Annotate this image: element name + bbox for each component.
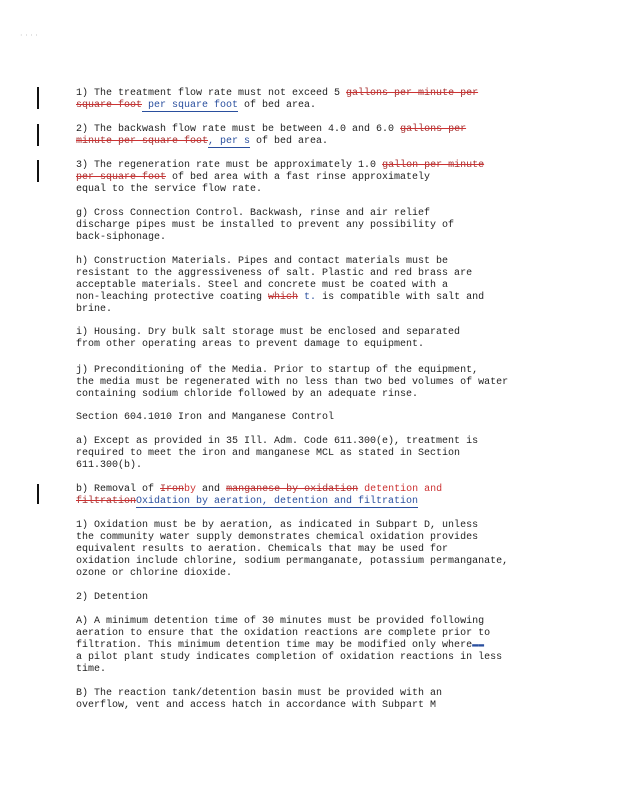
paragraph-g: g) Cross Connection Control. Backwash, rinse and air relief discharge pipes must be installed to prevent any possibility of back-siphonage. <box>76 208 455 243</box>
paragraph-i: i) Housing. Dry bulk salt storage must be enclosed and separated from other operating areas to prevent damage to equipment. <box>76 327 461 350</box>
paragraph-b2: 2) Detention <box>76 592 149 603</box>
revision-bar <box>37 124 39 146</box>
scan-mark: · · · · <box>20 31 38 40</box>
paragraph-b1: 1) Oxidation must be by aeration, as indicated in Subpart D, unless the community water supply demonstrates chemical oxidation provides equivalent results to aeration. Chemicals that may be used for oxidation include chlorine, sodium permanganate, potassium permanganate, ozone or chlorine dioxide. <box>76 520 509 579</box>
section-heading: Section 604.1010 Iron and Manganese Control <box>76 412 335 423</box>
paragraph-h: h) Construction Materials. Pipes and contact materials must be resistant to the aggressiveness of salt. Plastic and red brass are acceptable materials. Steel and concrete must be coated with a non-leaching protective coating which t. is compatible with salt and brine. <box>76 256 485 315</box>
paragraph-b: b) Removal of Ironby and manganese by oxidation detention and filtrationOxidation by aeration, detention and filtration <box>76 484 443 507</box>
paragraph-A: A) A minimum detention time of 30 minutes must be provided following aeration to ensure that the oxidation reactions are complete prior to filtration. This minimum detention time may be modified only where▬▬ a pilot plant study indicates completion of oxidation reactions in less time. <box>76 616 503 675</box>
paragraph-B: B) The reaction tank/detention basin must be provided with an overflow, vent and access hatch in accordance with Subpart M <box>76 688 443 711</box>
paragraph-j: j) Preconditioning of the Media. Prior to startup of the equipment, the media must be regenerated with no less than two bed volumes of water containing sodium chloride followed by an adequate rinse. <box>76 365 509 400</box>
revision-bar <box>37 87 39 109</box>
revision-bar <box>37 484 39 504</box>
paragraph-2: 2) The backwash flow rate must be between 4.0 and 6.0 gallons per minute per square foot, per s of bed area. <box>76 124 467 147</box>
paragraph-3: 3) The regeneration rate must be approximately 1.0 gallon per minute per square foot of bed area with a fast rinse approximately equal to the service flow rate. <box>76 160 485 195</box>
paragraph-1: 1) The treatment flow rate must not exceed 5 gallons per minute per square foot per square foot of bed area. <box>76 88 479 111</box>
paragraph-a: a) Except as provided in 35 Ill. Adm. Code 611.300(e), treatment is required to meet the iron and manganese MCL as stated in Section 611.300(b). <box>76 436 479 471</box>
revision-bar <box>37 160 39 182</box>
